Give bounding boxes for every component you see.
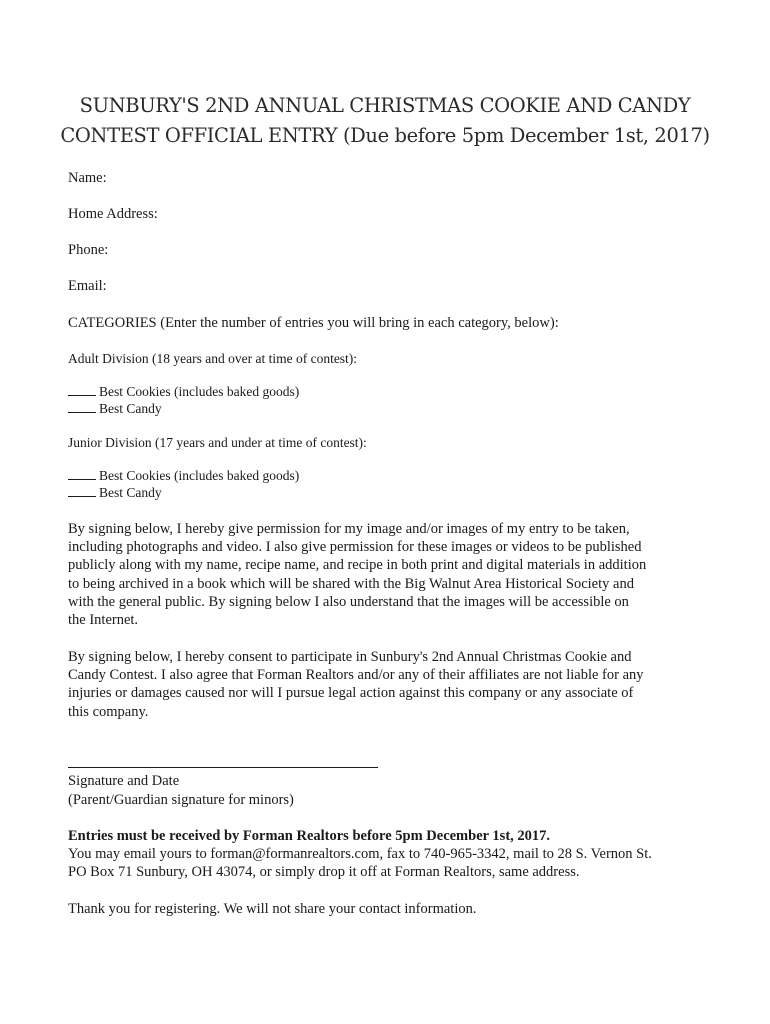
submission-instructions-line-1: You may email yours to forman@formanrealtors.com, fax to 740-965-3342, mail to 28 S. Vernon St. — [68, 846, 652, 862]
category-label: Best Cookies (includes baked goods) — [99, 384, 300, 399]
paragraph-line: publicly along with my name, recipe name, and recipe in both print and digital materials in addition — [68, 557, 647, 574]
paragraph-line: Candy Contest. I also agree that Forman Realtors and/or any of their affiliates are not liable for any — [68, 667, 644, 684]
category-label: Best Candy — [99, 401, 162, 416]
entry-count-blank — [68, 394, 96, 396]
paragraph-line: this company. — [68, 703, 149, 720]
signature-label: Signature and Date — [68, 773, 180, 789]
categories-heading: CATEGORIES (Enter the number of entries you will bring in each category, below): — [68, 315, 559, 331]
home-address-field-label: Home Address: — [68, 206, 158, 222]
phone-field-label: Phone: — [68, 242, 109, 258]
signature-note: (Parent/Guardian signature for minors) — [68, 792, 294, 808]
paragraph-line: By signing below, I hereby give permission for my image and/or images of my entry to be taken, — [68, 521, 630, 537]
name-field-label: Name: — [68, 170, 107, 186]
adult-cookies-entry — [68, 384, 299, 400]
junior-candy-entry — [68, 485, 162, 501]
form-title-line-1: SUNBURY'S 2ND ANNUAL CHRISTMAS COOKIE AND CANDY — [79, 94, 691, 117]
adult-division-label: Adult Division (18 years and over at time of contest): — [68, 351, 358, 366]
paragraph-line: the Internet. — [68, 612, 139, 629]
submission-instructions-line-2: PO Box 71 Sunbury, OH 43074, or simply drop it off at Forman Realtors, same address. — [68, 864, 580, 880]
deadline-notice: Entries must be received by Forman Realtors before 5pm December 1st, 2017. — [68, 828, 551, 844]
signature-line[interactable] — [68, 767, 378, 768]
entry-count-blank — [68, 478, 96, 480]
email-field-label: Email: — [68, 278, 107, 294]
paragraph-line: to being archived in a book which will be shared with the Big Walnut Area Historical Society and — [68, 575, 634, 592]
permission-paragraph — [68, 520, 708, 629]
form-title-line-2: CONTEST OFFICIAL ENTRY (Due before 5pm December 1st, 2017) — [60, 124, 710, 147]
thank-you-note: Thank you for registering. We will not share your contact information. — [68, 901, 477, 917]
paragraph-line: including photographs and video. I also give permission for these images or videos to be published — [68, 539, 642, 556]
paragraph-line: with the general public. By signing below I also understand that the images will be accessible on — [68, 593, 629, 610]
consent-paragraph — [68, 648, 708, 721]
adult-candy-entry — [68, 401, 162, 417]
category-label: Best Cookies (includes baked goods) — [99, 468, 300, 483]
junior-cookies-entry — [68, 468, 299, 484]
entry-count-blank — [68, 495, 96, 497]
category-label: Best Candy — [99, 485, 162, 500]
entry-count-blank — [68, 411, 96, 413]
paragraph-line: injuries or damages caused nor will I pursue legal action against this company or any associate of — [68, 685, 634, 702]
paragraph-line: By signing below, I hereby consent to participate in Sunbury's 2nd Annual Christmas Cookie and — [68, 649, 632, 665]
junior-division-label: Junior Division (17 years and under at time of contest): — [68, 435, 367, 450]
